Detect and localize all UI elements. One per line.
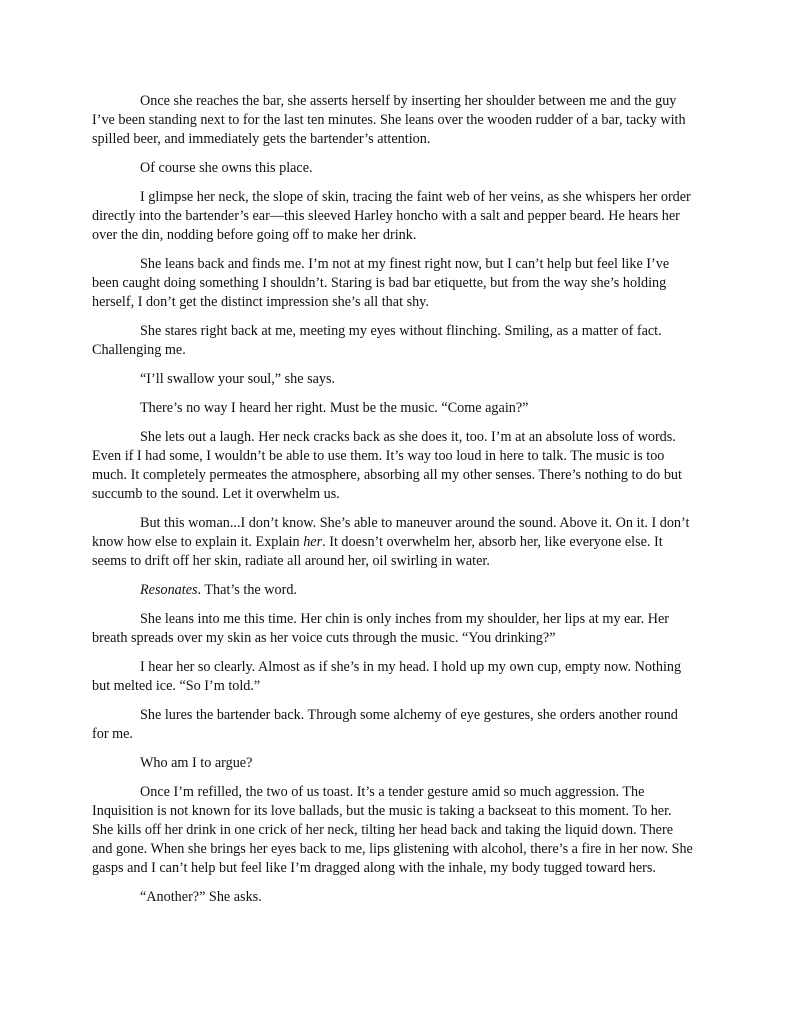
paragraph [92,581,696,600]
text-run: Once she reaches the bar, she asserts herself by inserting her shoulder between me and the guy I’ve been standing next to for the last ten minutes. She leans over the wooden rudder of a bar, tacky with spilled beer, and immediately gets the bartender’s attention. [92,93,686,147]
paragraph [92,783,696,878]
text-run: . It doesn’t overwhelm her, absorb her, like everyone else. It seems to drift off her skin, radiate all around her, oil swirling in water. [92,534,663,569]
paragraph [92,514,696,571]
text-run: Who am I to argue? [140,755,253,771]
italic-text: Resonates [140,582,198,598]
paragraph [92,428,696,504]
body-text [92,92,696,917]
paragraph [92,399,696,418]
paragraph [92,255,696,312]
text-run: She lets out a laugh. Her neck cracks back as she does it, too. I’m at an absolute loss of words. Even if I had some, I wouldn’t be able to use them. It’s way too loud in here to talk. The music is too much. It completely permeates the atmosphere, absorbing all my other senses. There’s nothing to do but succumb to the sound. Let it overwhelm us. [92,429,682,502]
paragraph [92,92,696,149]
text-run: “Another?” She asks. [140,889,262,905]
italic-text: her [303,534,323,550]
paragraph [92,370,696,389]
paragraph [92,754,696,773]
text-run: But this woman...I don’t know. She’s able to maneuver around the sound. Above it. On it. I don’t know how else to explain it. Explain [92,515,690,550]
text-run: She stares right back at me, meeting my eyes without flinching. Smiling, as a matter of fact. Challenging me. [92,323,662,358]
text-run: She leans back and finds me. I’m not at my finest right now, but I can’t help but feel like I’ve been caught doing something I shouldn’t. Staring is bad bar etiquette, but from the way she’s holding herself, I don’t get the distinct impression she’s all that shy. [92,256,670,310]
text-run: I hear her so clearly. Almost as if she’s in my head. I hold up my own cup, empty now. Nothing but melted ice. “So I’m told.” [92,659,682,694]
text-run: There’s no way I heard her right. Must be the music. “Come again?” [140,400,529,416]
paragraph [92,658,696,696]
text-run: “I’ll swallow your soul,” she says. [140,371,336,387]
paragraph [92,610,696,648]
text-run: She leans into me this time. Her chin is only inches from my shoulder, her lips at my ear. Her breath spreads over my skin as her voice cuts through the music. “You drinking?” [92,611,669,646]
text-run: Once I’m refilled, the two of us toast. It’s a tender gesture amid so much aggression. The Inquisition is not known for its love ballads, but the music is taking a backseat to this moment. To her. She kills off her drink in one crick of her neck, tilting her head back and taking the liquid down. There and gone. When she brings her eyes back to me, lips glistening with alcohol, there’s a fire in her now. She gasps and I can’t help but feel like I’m dragged along with the inhale, my body tugged toward hers. [92,784,693,876]
paragraph [92,159,696,178]
paragraph [92,888,696,907]
text-run: Of course she owns this place. [140,160,313,176]
text-run: . That’s the word. [197,582,297,598]
paragraph [92,706,696,744]
paragraph [92,188,696,245]
text-run: She lures the bartender back. Through some alchemy of eye gestures, she orders another round for me. [92,707,678,742]
paragraph [92,322,696,360]
text-run: I glimpse her neck, the slope of skin, tracing the faint web of her veins, as she whispers her order directly into the bartender’s ear—this sleeved Harley honcho with a salt and pepper beard. He hears her over the din, nodding before going off to make her drink. [92,189,691,243]
